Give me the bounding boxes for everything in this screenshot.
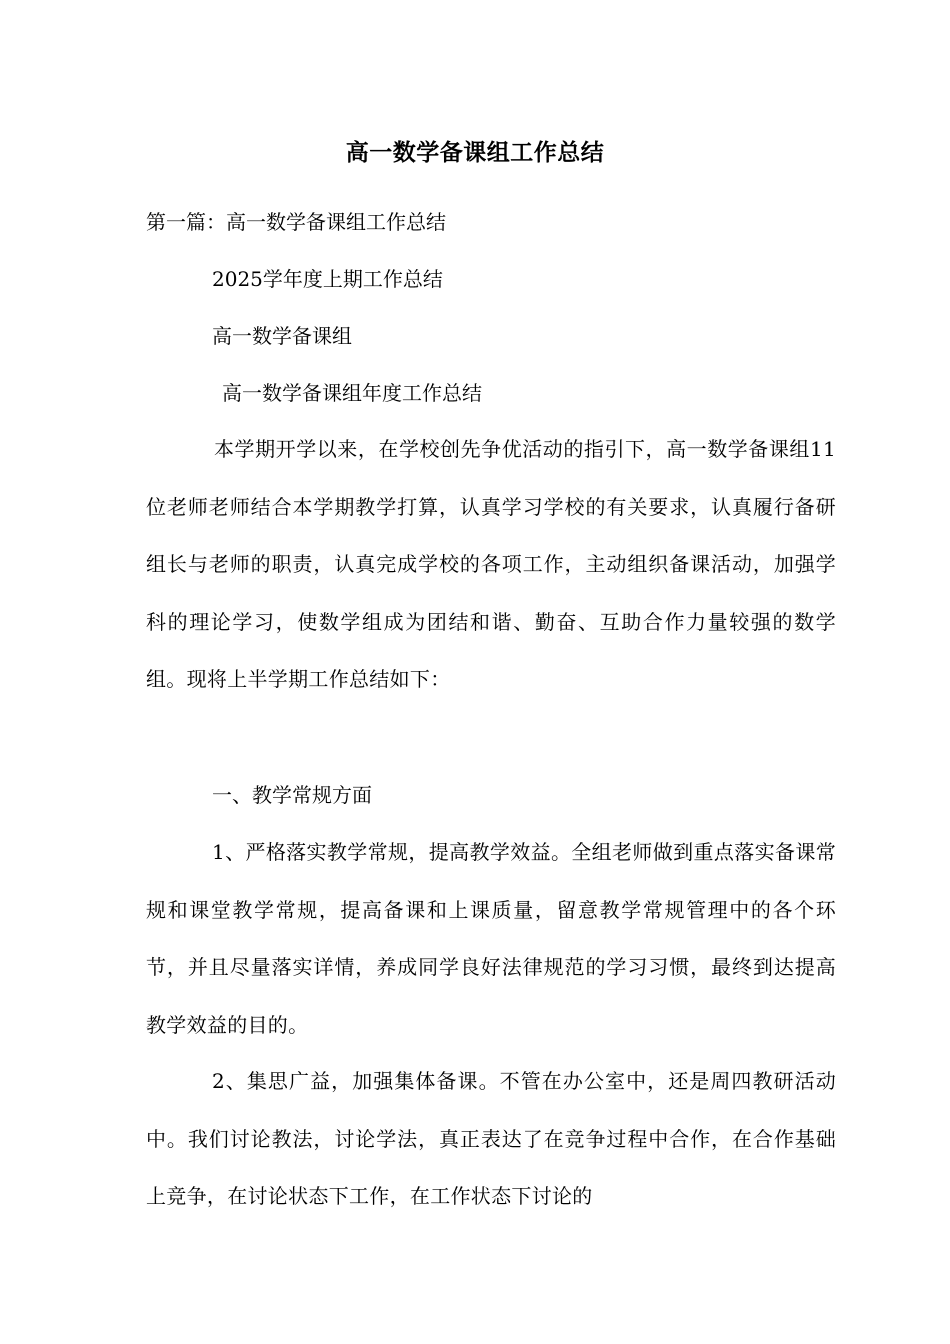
subtitle-term: 2025学年度上期工作总结 [212,267,443,291]
subtitle-group: 高一数学备课组 [212,324,352,348]
subtitle-annual: 高一数学备课组年度工作总结 [222,381,482,405]
part-heading: 第一篇：高一数学备课组工作总结 [146,210,446,234]
document-title: 高一数学备课组工作总结 [345,139,605,166]
paragraph-item-1: 1、严格落实教学常规，提高教学效益。全组老师做到重点落实备课常规和课堂教学常规，提高备课和上课质量，留意教学常规管理中的各个环节，并且尽量落实详情，养成同学良好法律规范的学习习惯，最终到达提高教学效益的目的。 [146,840,836,1037]
paragraph-item-2: 2、集思广益，加强集体备课。不管在办公室中，还是周四教研活动中。我们讨论教法，讨论学法，真正表达了在竞争过程中合作，在合作基础上竞争，在讨论状态下工作，在工作状态下讨论的 [146,1069,836,1209]
section-heading-1: 一、教学常规方面 [212,783,372,807]
intro-paragraph: 本学期开学以来，在学校创先争优活动的指引下，高一数学备课组11位老师老师结合本学期教学打算，认真学习学校的有关要求，认真履行备研组长与老师的职责，认真完成学校的各项工作，主动组织备课活动，加强学科的理论学习，使数学组成为团结和谐、勤奋、互助合作力量较强的数学组。现将上半学期工作总结如下： [146,437,836,692]
